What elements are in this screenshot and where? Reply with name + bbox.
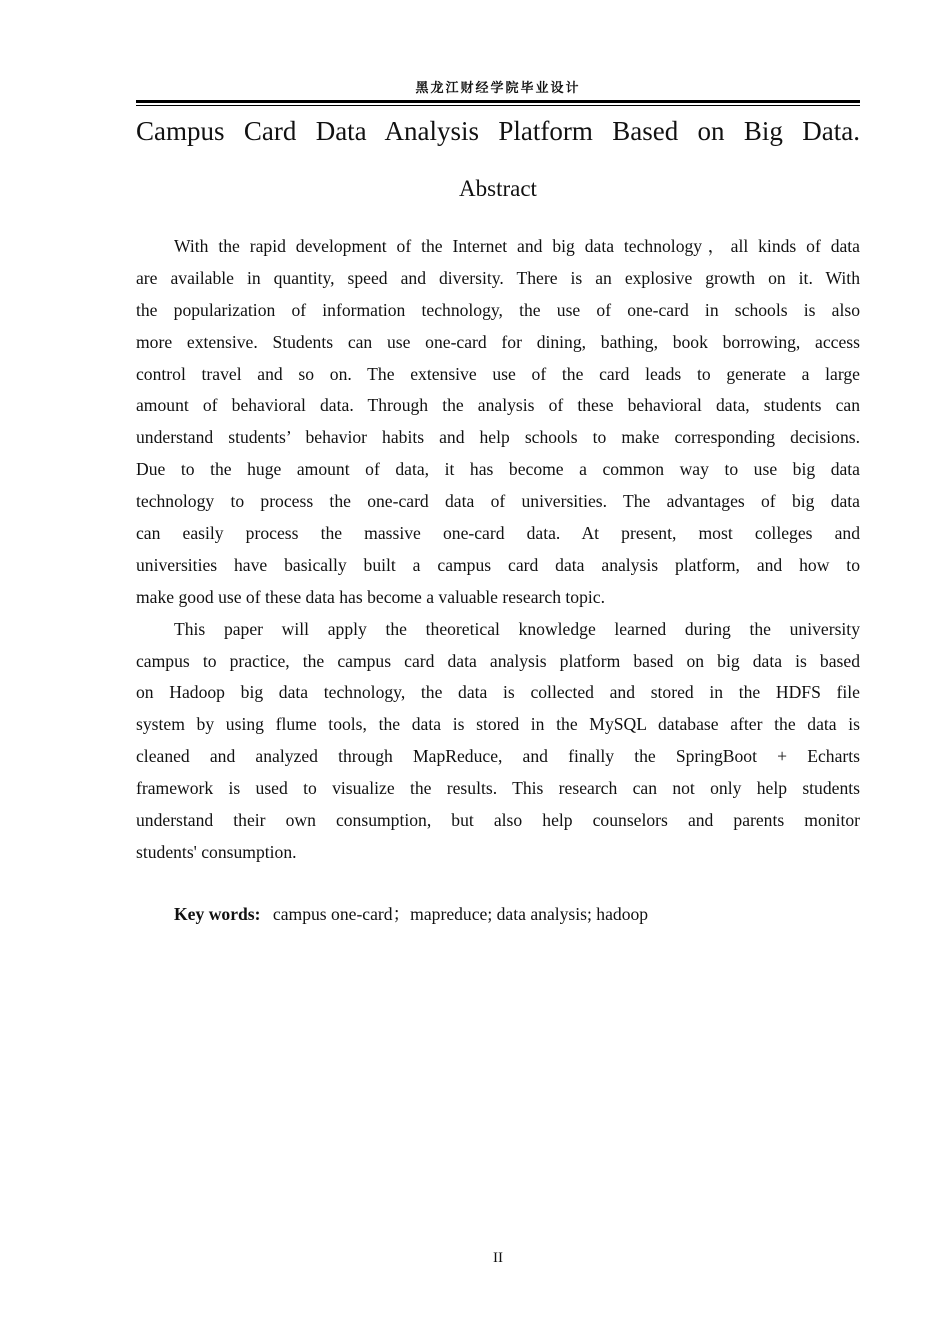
paragraph-line: universities have basically built a campus card data analysis platform, and how to [136, 554, 860, 575]
header-rule-thin [136, 105, 860, 106]
keywords [174, 899, 648, 931]
paragraph-line: students' consumption. [136, 841, 297, 862]
running-header: 黑龙江财经学院毕业设计 [415, 81, 581, 96]
paragraph-line: the popularization of information technology, the use of one-card in schools is also [136, 299, 860, 320]
page-number: II [493, 1250, 503, 1266]
paragraph-line: This paper will apply the theoretical knowledge learned during the university [174, 618, 860, 639]
keywords-label: Key words: [174, 904, 261, 924]
abstract-body [136, 231, 860, 869]
abstract-paragraph-2 [136, 614, 860, 869]
paragraph-line: can easily process the massive one-card data. At present, most colleges and [136, 523, 860, 544]
paragraph-line: understand their own consumption, but also help counselors and parents monitor [136, 810, 860, 831]
paragraph-line: With the rapid development of the Internet and big data technology，all kinds of data [174, 236, 860, 256]
abstract-paragraph-1 [136, 231, 860, 614]
document-title: Campus Card Data Analysis Platform Based on Big Data. [136, 116, 860, 146]
paragraph-line: amount of behavioral data. Through the analysis of these behavioral data, students can [136, 395, 860, 416]
abstract-heading: Abstract [459, 176, 537, 201]
paragraph-line: more extensive. Students can use one-card for dining, bathing, book borrowing, access [136, 331, 860, 352]
paragraph-line: system by using flume tools, the data is stored in the MySQL database after the data is [136, 714, 860, 735]
header-rule-thick [136, 100, 860, 103]
paragraph-line: Due to the huge amount of data, it has become a common way to use big data [136, 459, 860, 480]
paragraph-line: cleaned and analyzed through MapReduce, and finally the SpringBoot + Echarts [136, 746, 860, 767]
paragraph-line: understand students’ behavior habits and help schools to make corresponding decisions. [136, 427, 860, 448]
paragraph-line: framework is used to visualize the results. This research can not only help students [136, 778, 860, 799]
paragraph-line: campus to practice, the campus card data analysis platform based on big data is based [136, 650, 860, 671]
paragraph-line: control travel and so on. The extensive use of the card leads to generate a large [136, 363, 860, 384]
paragraph-line: make good use of these data has become a valuable research topic. [136, 586, 605, 607]
paragraph-line: are available in quantity, speed and diversity. There is an explosive growth on it. With [136, 267, 860, 288]
keywords-value: campus one-card；mapreduce; data analysis; hadoop [272, 904, 649, 924]
paragraph-line: on Hadoop big data technology, the data is collected and stored in the HDFS file [136, 682, 860, 703]
paragraph-line: technology to process the one-card data of universities. The advantages of big data [136, 491, 860, 512]
